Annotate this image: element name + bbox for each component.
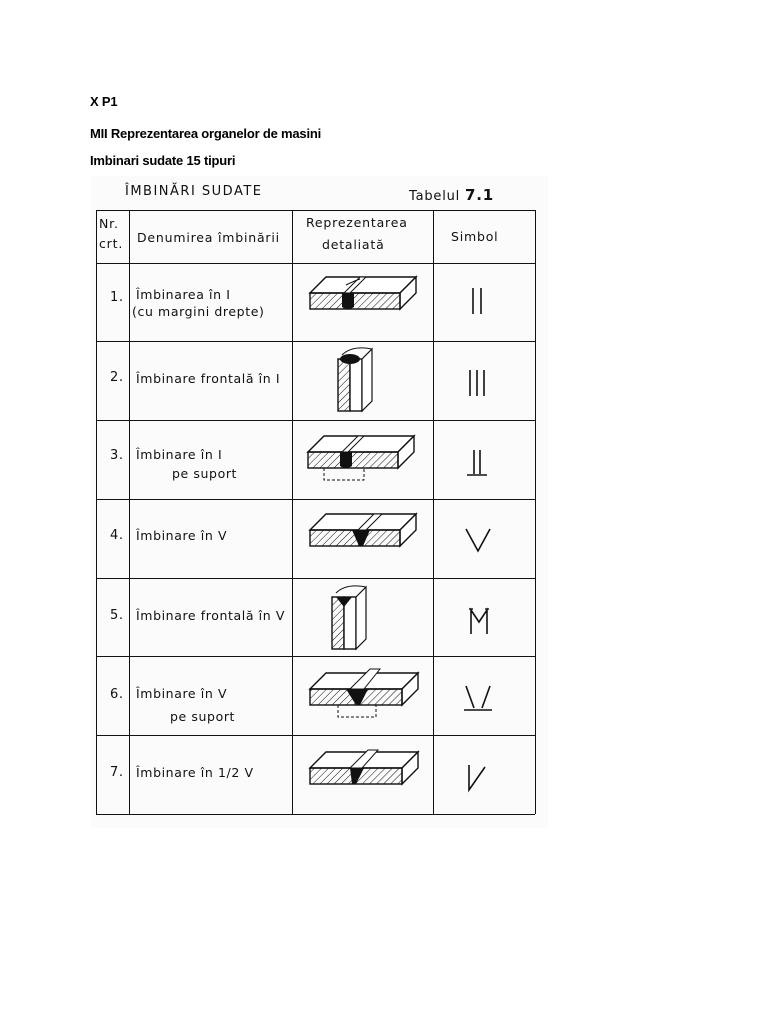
row-name: Îmbinare în I [136, 447, 223, 462]
row-name: Îmbinare în 1/2 V [136, 765, 254, 780]
v-weld-backing-drawing [308, 665, 422, 731]
header-repr-1: Reprezentarea [306, 215, 408, 230]
table-label-prefix: Tabelul [409, 189, 461, 204]
header-repr-2: detaliată [322, 237, 385, 252]
row-name-2: pe suport [172, 466, 238, 481]
half-v-weld-drawing [308, 746, 422, 802]
weld-table [96, 210, 535, 814]
row-name: Îmbinare frontală în I [136, 371, 281, 386]
butt-weld-drawing [308, 273, 418, 323]
doc-line-topic: Imbinari sudate 15 tipuri [90, 153, 236, 168]
butt-weld-backing-drawing [306, 432, 416, 492]
table-label-number: 7.1 [465, 186, 494, 204]
v-weld-drawing [308, 510, 420, 560]
header-symbol: Simbol [451, 229, 499, 244]
v-symbol [464, 527, 492, 553]
half-v-symbol [466, 763, 488, 793]
edge-v-symbol [468, 606, 490, 636]
doc-line-subject: MII Reprezentarea organelor de masini [90, 126, 322, 141]
scanned-table-image [91, 176, 548, 828]
row-nr: 7. [110, 765, 124, 780]
header-nr: Nr. [99, 216, 119, 231]
header-name: Denumirea îmbinării [137, 230, 280, 245]
edge-weld-drawing [332, 345, 378, 415]
row-nr: 5. [110, 608, 124, 623]
double-bar-backing-symbol [466, 448, 488, 478]
table-label [409, 186, 494, 204]
row-nr: 4. [110, 528, 124, 543]
edge-v-weld-drawing [326, 583, 372, 653]
row-nr: 1. [110, 290, 124, 305]
double-bar-symbol [470, 286, 484, 316]
doc-line-code: X P1 [90, 94, 118, 109]
v-backing-symbol [462, 684, 494, 714]
row-name: Îmbinarea în I [136, 287, 231, 302]
row-nr: 6. [110, 687, 124, 702]
row-name: Îmbinare în V [136, 528, 228, 543]
row-nr: 2. [110, 370, 124, 385]
row-name: Îmbinare frontală în V [136, 608, 286, 623]
row-name: Îmbinare în V [136, 686, 228, 701]
header-crt: crt. [99, 236, 124, 251]
row-name-2: (cu margini drepte) [132, 304, 265, 319]
row-name-2: pe suport [170, 709, 236, 724]
triple-bar-symbol [467, 368, 487, 398]
scan-title: ÎMBINĂRI SUDATE [125, 184, 263, 199]
row-nr: 3. [110, 448, 124, 463]
